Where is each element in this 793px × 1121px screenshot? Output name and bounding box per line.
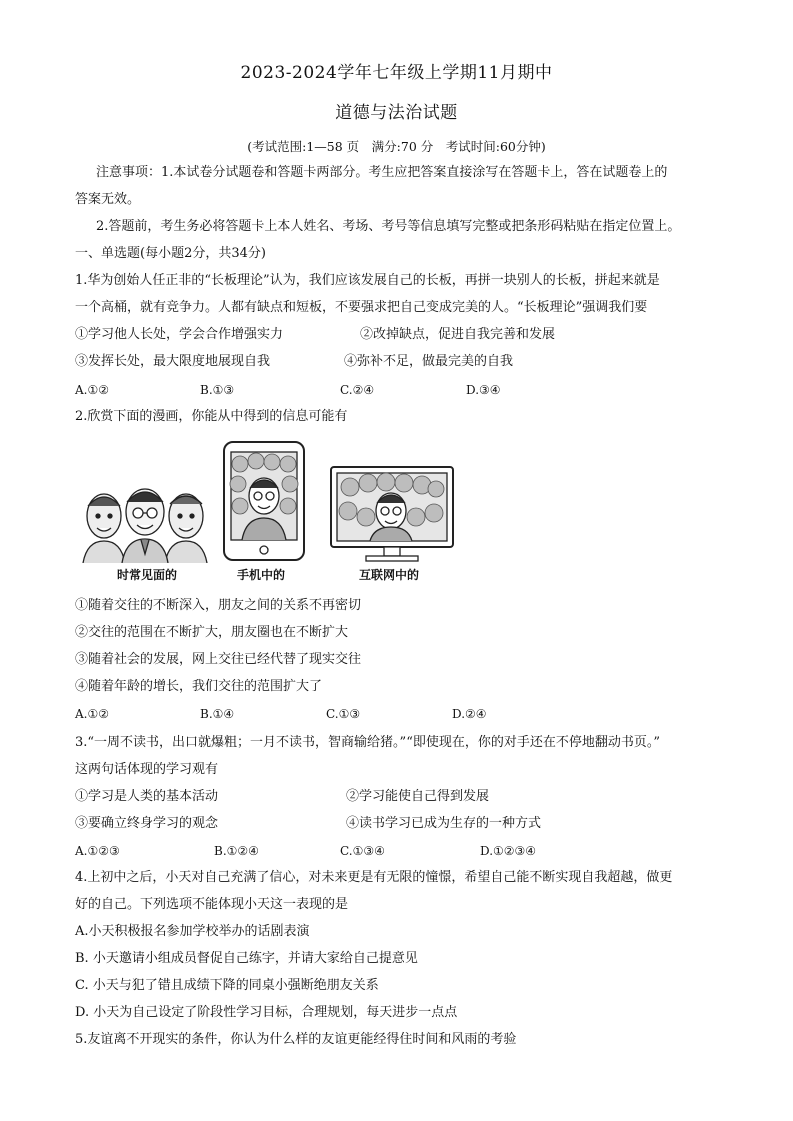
exam-title: 2023-2024学年七年级上学期11月期中 bbox=[240, 63, 553, 83]
q1-option-d[interactable]: D.③④ bbox=[466, 383, 501, 397]
cartoon-internet-monitor-image bbox=[328, 465, 456, 565]
q5-stem: 5.友谊离不开现实的条件，你认为什么样的友谊更能经得住时间和风雨的考验 bbox=[75, 1032, 517, 1047]
section-heading: 一、单选题(每小题2分，共34分) bbox=[75, 246, 266, 261]
cartoon-caption-3: 互联网中的 bbox=[359, 568, 420, 582]
q2-stem: 2.欣赏下面的漫画，你能从中得到的信息可能有 bbox=[75, 409, 348, 424]
q4-option-b[interactable]: B. 小天邀请小组成员督促自己练字，并请大家给自己提意见 bbox=[75, 951, 418, 966]
q2-statement-4: ④随着年龄的增长，我们交往的范围扩大了 bbox=[75, 679, 323, 694]
q2-statement-1: ①随着交往的不断深入，朋友之间的关系不再密切 bbox=[75, 598, 362, 613]
q3-statement-3: ③要确立终身学习的观念 bbox=[75, 816, 219, 831]
q4-option-c[interactable]: C. 小天与犯了错且成绩下降的同桌小强断绝朋友关系 bbox=[75, 978, 379, 993]
q2-option-c[interactable]: C.①③ bbox=[326, 707, 361, 721]
q3-stem-1: 3.“一周不读书，出口就爆粗；一月不读书，智商输给猪。”“即使现在，你的对手还在不停地翻动书页。” bbox=[75, 735, 660, 750]
q4-option-a[interactable]: A.小天积极报名参加学校举办的话剧表演 bbox=[75, 924, 310, 939]
q1-option-b[interactable]: B.①③ bbox=[200, 383, 235, 397]
q2-option-a[interactable]: A.①② bbox=[75, 707, 109, 721]
q1-statement-3: ③发挥长处，最大限度地展现自我 bbox=[75, 354, 271, 369]
q1-statement-1: ①学习他人长处，学会合作增强实力 bbox=[75, 327, 284, 342]
q3-statement-4: ④读书学习已成为生存的一种方式 bbox=[346, 816, 542, 831]
notes-line-1: 注意事项：1.本试卷分试题卷和答题卡两部分。考生应把答案直接涂写在答题卡上，答在试题卷上的 bbox=[96, 165, 668, 180]
q3-statement-2: ②学习能使自己得到发展 bbox=[346, 789, 490, 804]
q1-stem-1: 1.华为创始人任正非的“长板理论”认为，我们应该发展自己的长板，再拼一块别人的长板，拼起来就是 bbox=[75, 273, 660, 288]
notes-line-1b: 答案无效。 bbox=[75, 192, 141, 207]
q1-statement-4: ④弥补不足，做最完美的自我 bbox=[344, 354, 514, 369]
q4-option-d[interactable]: D. 小天为自己设定了阶段性学习目标，合理规划，每天进步一点点 bbox=[75, 1005, 458, 1020]
q2-statement-2: ②交往的范围在不断扩大，朋友圈也在不断扩大 bbox=[75, 625, 349, 640]
q1-stem-2: 一个高桶，就有竞争力。人都有缺点和短板，不要强求把自己变成完美的人。“长板理论”强调我们要 bbox=[75, 300, 648, 315]
cartoon-friends-in-person-image bbox=[78, 488, 213, 563]
q3-option-d[interactable]: D.①②③④ bbox=[480, 844, 537, 858]
q4-stem-1: 4.上初中之后，小天对自己充满了信心，对未来更是有无限的憧憬，希望自己能不断实现自我超越，做更 bbox=[75, 870, 673, 885]
q1-option-a[interactable]: A.①② bbox=[75, 383, 109, 397]
exam-subject: 道德与法治试题 bbox=[335, 103, 458, 123]
q2-statement-3: ③随着社会的发展，网上交往已经代替了现实交往 bbox=[75, 652, 362, 667]
exam-info: (考试范围:1—58 页 满分:70 分 考试时间:60分钟) bbox=[247, 139, 546, 154]
cartoon-caption-2: 手机中的 bbox=[237, 568, 286, 582]
q3-statement-1: ①学习是人类的基本活动 bbox=[75, 789, 219, 804]
q2-option-b[interactable]: B.①④ bbox=[200, 707, 235, 721]
cartoon-caption-1: 时常见面的 bbox=[117, 568, 178, 582]
notes-line-2: 2.答题前，考生务必将答题卡上本人姓名、考场、考号等信息填写完整或把条形码粘贴在指定位置上。 bbox=[96, 219, 681, 234]
q3-stem-2: 这两句话体现的学习观有 bbox=[75, 762, 219, 777]
cartoon-phone-image bbox=[220, 440, 308, 562]
q1-statement-2: ②改掉缺点，促进自我完善和发展 bbox=[360, 327, 556, 342]
q4-stem-2: 好的自己。下列选项不能体现小天这一表现的是 bbox=[75, 897, 349, 912]
q1-option-c[interactable]: C.②④ bbox=[340, 383, 375, 397]
q2-option-d[interactable]: D.②④ bbox=[452, 707, 487, 721]
q3-option-a[interactable]: A.①②③ bbox=[75, 844, 120, 858]
q3-option-b[interactable]: B.①②④ bbox=[214, 844, 259, 858]
q3-option-c[interactable]: C.①③④ bbox=[340, 844, 385, 858]
